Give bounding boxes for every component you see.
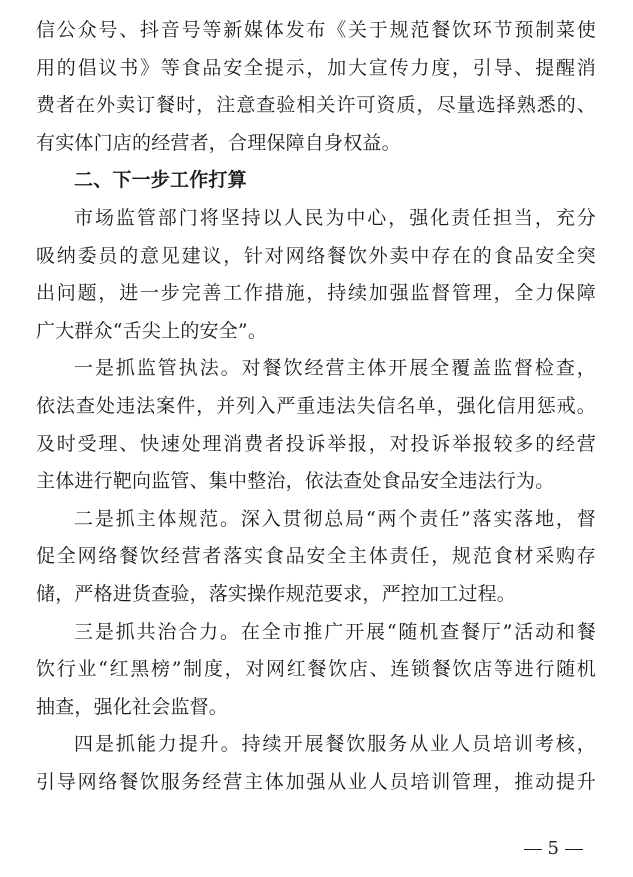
text-line: 促全网络餐饮经营者落实食品安全主体责任，规范食材采购存 — [36, 545, 596, 568]
text-line: 储，严格进货查验，落实操作规范要求，严控加工过程。 — [36, 582, 517, 605]
document-body — [36, 12, 596, 801]
page-number-left-dash — [524, 849, 542, 850]
text-line: 广大群众“舌尖上的安全”。 — [36, 319, 268, 342]
text-line: 四是抓能力提升。持续开展餐饮服务从业人员培训考核， — [74, 733, 596, 756]
text-line: 三是抓共治合力。在全市推广开展“随机查餐厅”活动和餐 — [74, 620, 596, 643]
text-line: 信公众号、抖音号等新媒体发布《关于规范餐饮环节预制菜使 — [36, 19, 596, 41]
text-line: 二是抓主体规范。深入贯彻总局“两个责任”落实落地，督 — [74, 507, 596, 530]
text-line: 用的倡议书》等食品安全提示，加大宣传力度，引导、提醒消 — [36, 56, 596, 79]
text-line: 吸纳委员的意见建议，针对网络餐饮外卖中存在的食品安全突 — [36, 244, 596, 267]
page-number-right-dash — [565, 849, 583, 850]
text-line: 饮行业“红黑榜”制度，对网红餐饮店、连锁餐饮店等进行随机 — [36, 658, 596, 681]
text-line: 抽查，强化社会监督。 — [36, 695, 229, 718]
page-number-value: 5 — [547, 838, 559, 859]
section-heading: 二、下一步工作打算 — [74, 169, 247, 192]
text-line: 主体进行靶向监管、集中整治，依法查处食品安全违法行为。 — [36, 470, 555, 493]
text-line: 费者在外卖订餐时，注意查验相关许可资质，尽量选择熟悉的、 — [36, 94, 596, 117]
text-line: 依法查处违法案件，并列入严重违法失信名单，强化信用惩戒。 — [36, 394, 596, 417]
page-number — [518, 837, 589, 861]
text-line: 一是抓监管执法。对餐饮经营主体开展全覆盖监督检查， — [74, 357, 596, 380]
text-line: 引导网络餐饮服务经营主体加强从业人员培训管理，推动提升 — [36, 770, 596, 793]
text-line: 出问题，进一步完善工作措施，持续加强监督管理，全力保障 — [36, 282, 596, 305]
text-line: 市场监管部门将坚持以人民为中心，强化责任担当，充分 — [74, 206, 596, 229]
text-line: 有实体门店的经营者，合理保障自身权益。 — [36, 131, 401, 154]
text-line: 及时受理、快速处理消费者投诉举报，对投诉举报较多的经营 — [36, 432, 596, 455]
